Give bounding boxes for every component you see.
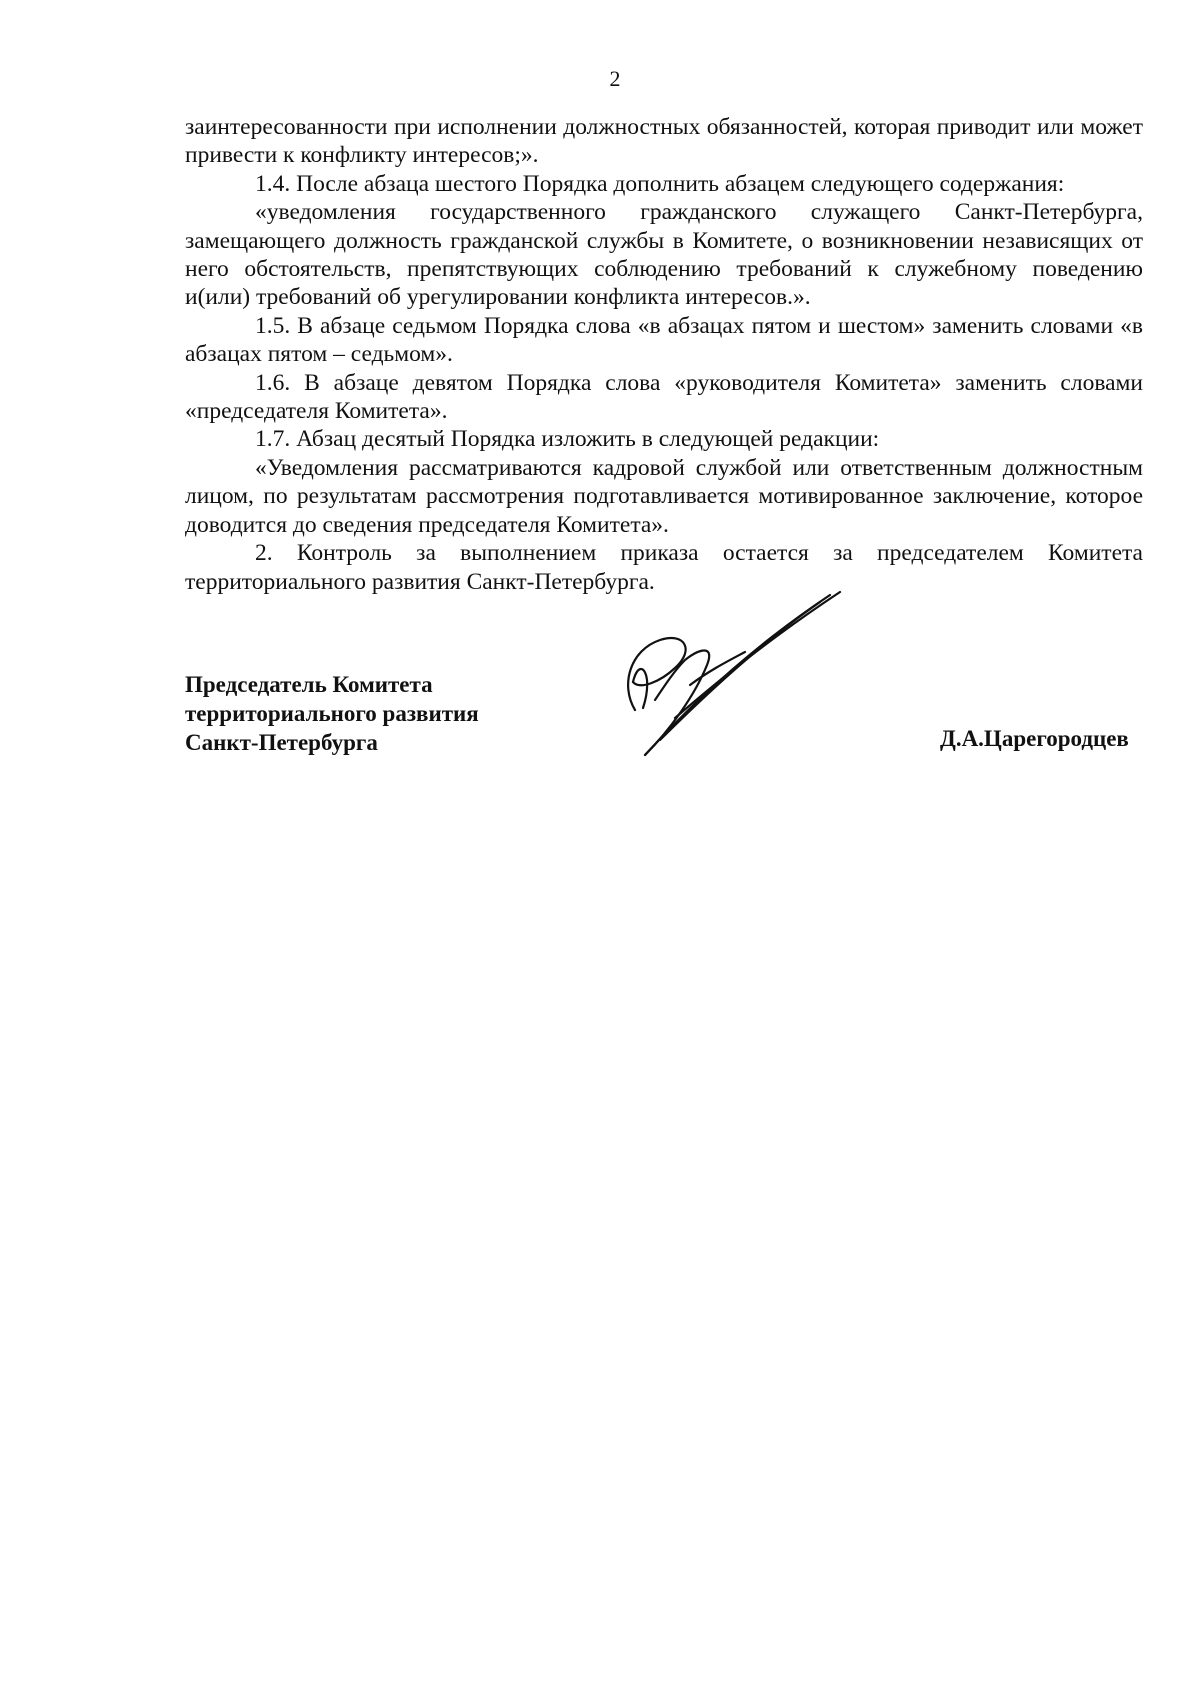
paragraph-continuation: заинтересованности при исполнении должностных обязанностей, которая приводит или может привести к конфликту интересов;».: [185, 114, 1143, 169]
paragraph-1-4: 1.4. После абзаца шестого Порядка дополнить абзацем следующего содержания:: [255, 170, 1065, 197]
paragraph-1-5: 1.5. В абзаце седьмом Порядка слова «в абзацах пятом и шестом» заменить словами «в абзацах пятом – седьмом».: [185, 312, 1143, 368]
paragraph-1-6: 1.6. В абзаце девятом Порядка слова «руководителя Комитета» заменить словами «председателя Комитета».: [185, 369, 1143, 425]
paragraph-1-7: 1.7. Абзац десятый Порядка изложить в следующей редакции:: [255, 426, 880, 453]
paragraph-1-7-quote: «Уведомления рассматриваются кадровой службой или ответственным должностным лицом, по результатам рассмотрения подготавливается мотивированное заключение, которое доводится до сведения председателя Комитета».: [185, 454, 1143, 538]
handwritten-signature: [615, 590, 855, 765]
paragraph-1-4-quote: «уведомления государственного гражданского служащего Санкт-Петербурга, замещающего должность гражданской службы в Комитете, о возникновении независящих от него обстоятельств, препятствующих соблюдению требований к служебному поведению и(или) требований об урегулировании конфликта интересов.».: [185, 199, 1143, 311]
signatory-name: Д.А.Царегородцев: [940, 726, 1129, 751]
paragraph-2: 2. Контроль за выполнением приказа остается за председателем Комитета территориального развития Санкт-Петербурга.: [185, 540, 1143, 595]
signatory-position-line: Санкт-Петербурга: [185, 730, 378, 755]
signatory-position-line: Председатель Комитета: [185, 672, 433, 697]
signatory-position: [185, 670, 479, 757]
page-number: 2: [609, 66, 621, 91]
document-body: [185, 113, 1143, 596]
signatory-position-line: территориального развития: [185, 701, 479, 726]
